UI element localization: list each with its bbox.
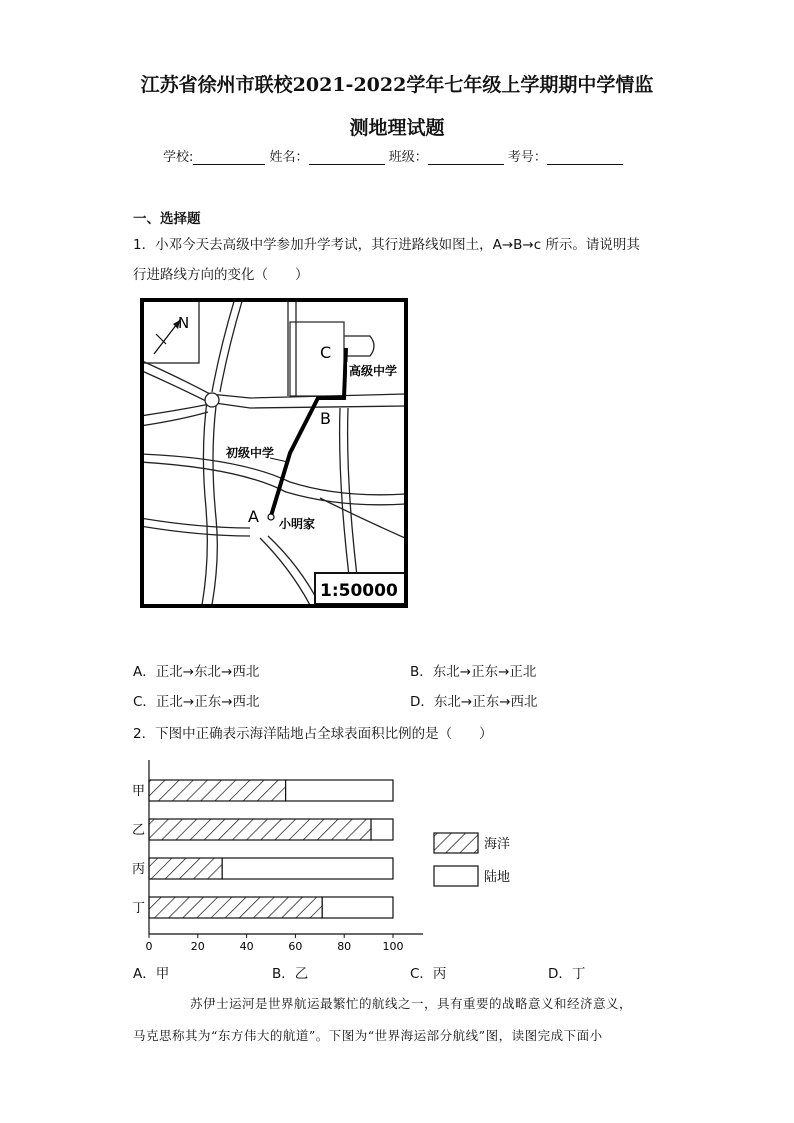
bar-ocean-4 bbox=[149, 897, 322, 918]
q1-text-line2: 行进路线方向的变化（ ） bbox=[133, 267, 309, 283]
home-label: 小明家 bbox=[279, 517, 316, 531]
class-label: 班级： bbox=[388, 150, 428, 165]
name-blank[interactable] bbox=[309, 150, 385, 165]
legend-land-label: 陆地 bbox=[484, 870, 511, 885]
bar-ocean-3 bbox=[149, 858, 222, 879]
legend-land-swatch bbox=[434, 866, 478, 886]
exam-title-line1: 江苏省徐州市联校2021-2022学年七年级上学期期中学情监 bbox=[140, 74, 654, 96]
q1-option-b[interactable]: B．东北→正东→正北 bbox=[410, 664, 537, 680]
category-label: 丙 bbox=[132, 862, 146, 877]
point-c-label: C bbox=[320, 343, 332, 362]
point-a-label: A bbox=[248, 507, 259, 526]
bar-land-3 bbox=[222, 858, 393, 879]
x-tick-label: 0 bbox=[145, 940, 153, 953]
junior-school-label: 初级中学 bbox=[226, 446, 275, 460]
category-label: 丁 bbox=[132, 901, 146, 916]
name-label: 姓名： bbox=[269, 150, 309, 165]
school-blank[interactable] bbox=[193, 150, 265, 165]
q2-option-d[interactable]: D．丁 bbox=[548, 966, 586, 982]
bar-ocean-2 bbox=[149, 819, 371, 840]
bar-ocean-1 bbox=[149, 780, 286, 801]
north-label: N bbox=[178, 314, 190, 332]
q2-option-c[interactable]: C．丙 bbox=[410, 966, 447, 982]
exam-number-label: 考号： bbox=[507, 150, 547, 165]
legend-ocean-swatch bbox=[434, 833, 478, 853]
category-label: 甲 bbox=[132, 784, 146, 799]
exam-number-blank[interactable] bbox=[547, 150, 623, 165]
category-label: 乙 bbox=[132, 823, 146, 838]
senior-school-label: 高级中学 bbox=[349, 364, 398, 378]
x-tick-label: 80 bbox=[337, 940, 352, 953]
q1-option-c[interactable]: C．正北→正东→西北 bbox=[133, 694, 260, 710]
student-info-line bbox=[163, 146, 623, 165]
x-tick-label: 60 bbox=[288, 940, 303, 953]
exam-title-line2: 测地理试题 bbox=[349, 117, 445, 139]
q1-option-a[interactable]: A．正北→东北→西北 bbox=[133, 664, 260, 680]
passage-line2: 马克思称其为“东方伟大的航道”。下图为“世界海运部分航线”图，读图完成下面小 bbox=[133, 1028, 603, 1043]
q2-option-b[interactable]: B．乙 bbox=[272, 966, 309, 982]
x-tick-label: 40 bbox=[239, 940, 254, 953]
x-tick-label: 100 bbox=[382, 940, 404, 953]
home-marker-icon bbox=[268, 514, 274, 520]
q2-option-a[interactable]: A．甲 bbox=[133, 966, 170, 982]
x-tick-label: 20 bbox=[190, 940, 205, 953]
bar-land-4 bbox=[322, 897, 393, 918]
point-b-label: B bbox=[320, 409, 331, 428]
legend-ocean-label: 海洋 bbox=[484, 837, 511, 852]
bar-land-1 bbox=[286, 780, 393, 801]
q1-text-line1: 1．小邓今天去高级中学参加升学考试，其行进路线如图土，A→B→c 所示。请说明其 bbox=[133, 237, 640, 253]
map-scale: 1:50000 bbox=[320, 581, 398, 601]
passage-line1: 苏伊士运河是世界航运最繁忙的航线之一，具有重要的战略意义和经济意义， bbox=[190, 996, 633, 1011]
route-map bbox=[140, 298, 408, 608]
school-label: 学校: bbox=[163, 150, 194, 165]
bar-land-2 bbox=[371, 819, 393, 840]
q2-text: 2．下图中正确表示海洋陆地占全球表面积比例的是（ ） bbox=[133, 726, 493, 742]
q1-option-d[interactable]: D．东北→正东→西北 bbox=[410, 694, 538, 710]
section-heading: 一、选择题 bbox=[133, 211, 201, 227]
class-blank[interactable] bbox=[428, 150, 504, 165]
ocean-land-ratio-chart bbox=[128, 760, 528, 956]
